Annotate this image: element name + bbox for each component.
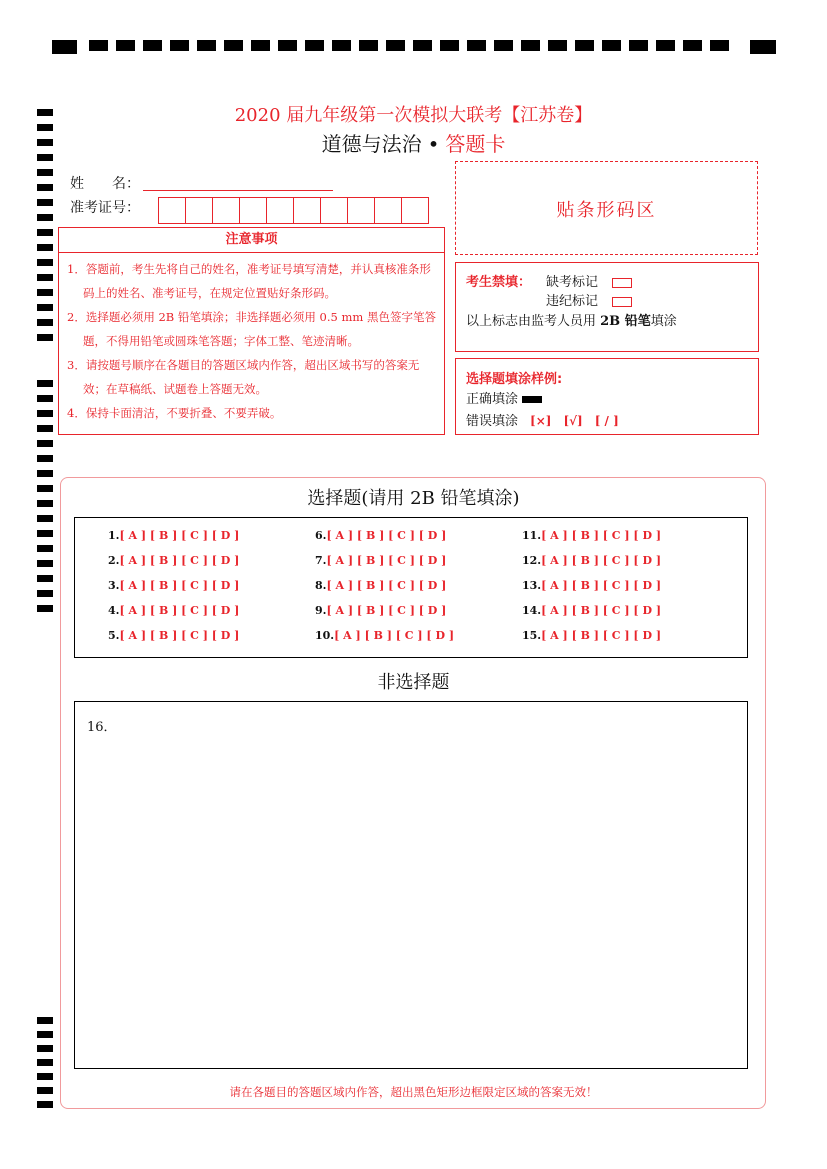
answer-options[interactable]: [ A ] [ B ] [ C ] [ D ]	[119, 554, 240, 567]
answer-options[interactable]: [ A ] [ B ] [ C ] [ D ]	[541, 629, 662, 642]
wrong-mark-check: [√]	[563, 414, 583, 428]
proctor-only-box	[455, 262, 759, 352]
question-row[interactable]	[108, 579, 239, 592]
answer-options[interactable]: [ A ] [ B ] [ C ] [ D ]	[334, 629, 455, 642]
subject-title	[0, 128, 827, 157]
question-number: 14.	[522, 604, 542, 617]
question-row[interactable]	[108, 604, 239, 617]
question-number: 12.	[522, 554, 542, 567]
name-field[interactable]	[143, 189, 333, 191]
id-digit-box[interactable]	[321, 198, 348, 223]
absent-mark-box[interactable]	[612, 278, 632, 288]
question-row[interactable]	[522, 629, 661, 642]
question-number: 13.	[522, 579, 542, 592]
proctor-note	[466, 310, 677, 329]
exam-id-label: 准考证号：	[70, 200, 140, 216]
notice-item: 4．保持卡面清洁，不要折叠、不要弄破。	[67, 406, 282, 420]
question-number: 3.	[108, 579, 120, 592]
id-digit-box[interactable]	[267, 198, 294, 223]
proctor-note-suffix: 填涂	[650, 314, 677, 329]
question-16-number: 16．	[87, 720, 117, 735]
notice-title: 注意事项	[59, 228, 444, 253]
answer-card-label: 答题卡	[445, 132, 506, 156]
id-digit-box[interactable]	[159, 198, 186, 223]
absent-mark-label: 缺考标记	[546, 275, 599, 290]
correct-fill-row	[466, 388, 542, 407]
title-dot: •	[427, 132, 440, 156]
footer-warning: 请在各题目的答题区域内作答，超出黑色矩形边框限定区域的答案无效！	[229, 1085, 598, 1099]
question-number: 15.	[522, 629, 542, 642]
notice-item: 2．选择题必须用 2B 铅笔填涂；非选择题必须用 0.5 mm 黑色签字笔答题，不得用铅笔或圆珠笔答题；字体工整、笔迹清晰。	[67, 310, 436, 348]
exam-title: 2020 届九年级第一次模拟大联考【江苏卷】	[234, 105, 593, 126]
answer-options[interactable]: [ A ] [ B ] [ C ] [ D ]	[119, 529, 240, 542]
question-row[interactable]	[315, 629, 454, 642]
answer-options[interactable]: [ A ] [ B ] [ C ] [ D ]	[326, 579, 447, 592]
answer-options[interactable]: [ A ] [ B ] [ C ] [ D ]	[541, 604, 662, 617]
non-choice-answer-area[interactable]	[74, 701, 748, 1069]
question-row[interactable]	[315, 529, 446, 542]
id-digit-box[interactable]	[402, 198, 428, 223]
question-row[interactable]	[522, 604, 661, 617]
question-row[interactable]	[108, 629, 239, 642]
question-number: 9.	[315, 604, 327, 617]
timing-marks-top	[52, 40, 776, 54]
id-digit-box[interactable]	[294, 198, 321, 223]
answer-options[interactable]: [ A ] [ B ] [ C ] [ D ]	[119, 579, 240, 592]
question-row[interactable]	[315, 604, 446, 617]
exam-id-field[interactable]	[158, 197, 429, 224]
proctor-note-prefix: 以上标志由监考人员用	[466, 314, 601, 329]
violation-mark-box[interactable]	[612, 297, 632, 307]
question-number: 6.	[315, 529, 327, 542]
question-number: 1.	[108, 529, 120, 542]
multiple-choice-box	[74, 517, 748, 658]
violation-mark-label: 违纪标记	[546, 294, 599, 309]
id-digit-box[interactable]	[213, 198, 240, 223]
name-label: 姓 名：	[70, 176, 140, 192]
absent-mark-row	[546, 271, 632, 290]
question-row[interactable]	[108, 554, 239, 567]
question-number: 4.	[108, 604, 120, 617]
barcode-area	[455, 161, 758, 255]
question-number: 10.	[315, 629, 335, 642]
question-row[interactable]	[522, 554, 661, 567]
question-number: 7.	[315, 554, 327, 567]
answer-options[interactable]: [ A ] [ B ] [ C ] [ D ]	[326, 554, 447, 567]
multiple-choice-title: 选择题(请用 2B 铅笔填涂)	[307, 488, 520, 509]
question-row[interactable]	[108, 529, 239, 542]
notice-box	[58, 227, 445, 435]
id-digit-box[interactable]	[375, 198, 402, 223]
proctor-note-bold: 2B 铅笔	[600, 314, 651, 329]
question-number: 5.	[108, 629, 120, 642]
wrong-mark-slash: [ / ]	[594, 414, 619, 428]
fill-sample-title: 选择题填涂样例:	[466, 372, 563, 387]
question-row[interactable]	[315, 579, 446, 592]
correct-fill-label: 正确填涂	[466, 392, 519, 407]
wrong-mark-cross: [×]	[530, 414, 552, 428]
notice-item: 3．请按题号顺序在各题目的答题区域内作答，超出区域书写的答案无效；在草稿纸、试题卷上答题无效。	[67, 358, 420, 396]
filled-mark-icon	[522, 396, 542, 403]
question-number: 2.	[108, 554, 120, 567]
answer-options[interactable]: [ A ] [ B ] [ C ] [ D ]	[541, 554, 662, 567]
id-digit-box[interactable]	[348, 198, 375, 223]
answer-options[interactable]: [ A ] [ B ] [ C ] [ D ]	[541, 529, 662, 542]
answer-options[interactable]: [ A ] [ B ] [ C ] [ D ]	[119, 629, 240, 642]
question-number: 11.	[522, 529, 542, 542]
wrong-fill-row	[466, 410, 619, 429]
answer-options[interactable]: [ A ] [ B ] [ C ] [ D ]	[119, 604, 240, 617]
wrong-fill-label: 错误填涂	[466, 414, 519, 429]
answer-options[interactable]: [ A ] [ B ] [ C ] [ D ]	[541, 579, 662, 592]
question-number: 8.	[315, 579, 327, 592]
question-row[interactable]	[522, 579, 661, 592]
id-digit-box[interactable]	[186, 198, 213, 223]
answer-options[interactable]: [ A ] [ B ] [ C ] [ D ]	[326, 604, 447, 617]
violation-mark-row	[546, 290, 632, 309]
proctor-only-label: 考生禁填：	[466, 275, 532, 290]
question-row[interactable]	[522, 529, 661, 542]
notice-item: 1．答题前，考生先将自己的姓名，准考证号填写清楚，并认真核准条形码上的姓名、准考证号，在规定位置贴好条形码。	[67, 262, 431, 300]
id-digit-box[interactable]	[240, 198, 267, 223]
non-choice-title: 非选择题	[377, 672, 450, 693]
answer-options[interactable]: [ A ] [ B ] [ C ] [ D ]	[326, 529, 447, 542]
question-row[interactable]	[315, 554, 446, 567]
subject-name: 道德与法治	[321, 132, 422, 156]
barcode-label: 贴条形码区	[556, 200, 657, 221]
fill-sample-box	[455, 358, 759, 435]
